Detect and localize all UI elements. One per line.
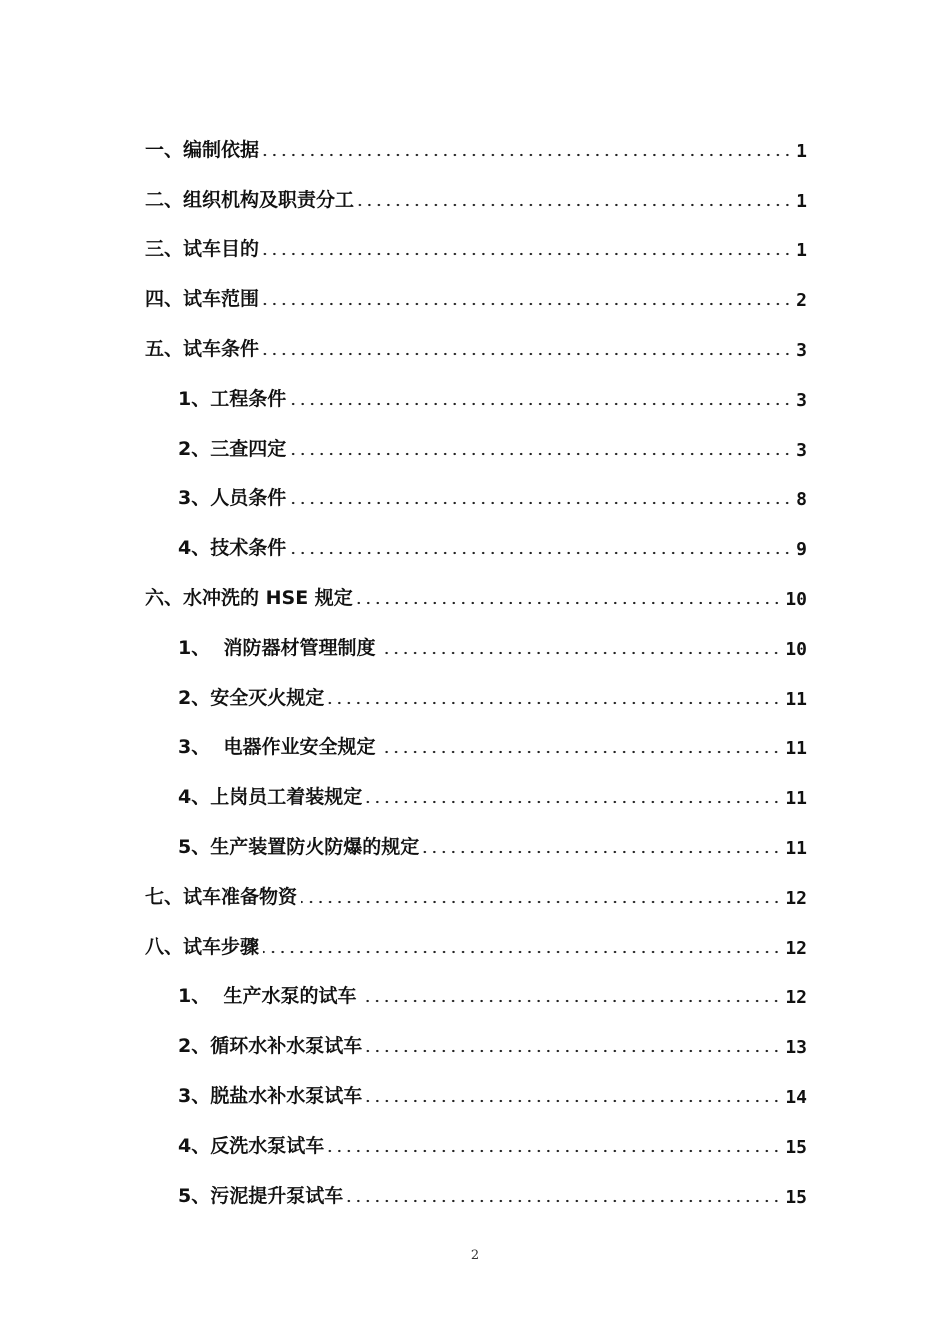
toc-dot-leader — [379, 651, 781, 655]
table-of-contents — [145, 116, 807, 1212]
toc-entry-page-number: 11 — [785, 738, 807, 760]
toc-entry-title: 六、水冲洗的 HSE 规定 — [145, 586, 353, 609]
toc-dot-leader — [263, 352, 792, 356]
toc-entry-page-number: 12 — [785, 937, 807, 959]
toc-entry[interactable] — [145, 365, 807, 415]
toc-dot-leader — [366, 1049, 781, 1053]
toc-entry-page-number: 12 — [785, 887, 807, 909]
toc-entry-title: 1、 消防器材管理制度 — [178, 636, 376, 659]
toc-dot-leader — [366, 800, 781, 804]
toc-dot-leader — [360, 999, 781, 1003]
toc-entry[interactable] — [145, 714, 807, 764]
toc-dot-leader — [290, 501, 792, 505]
toc-entry-page-number: 1 — [796, 140, 807, 162]
toc-entry-title: 3、脱盐水补水泵试车 — [178, 1084, 363, 1107]
toc-entry[interactable] — [145, 116, 807, 166]
toc-entry-title: 4、上岗员工着装规定 — [178, 786, 363, 809]
toc-entry[interactable] — [145, 863, 807, 913]
toc-entry-title: 五、试车条件 — [145, 337, 260, 360]
toc-entry-page-number: 1 — [796, 190, 807, 212]
toc-entry-page-number: 14 — [785, 1086, 807, 1108]
toc-entry[interactable] — [145, 664, 807, 714]
toc-entry-title: 七、试车准备物资 — [145, 885, 298, 908]
toc-entry[interactable] — [145, 913, 807, 963]
toc-entry[interactable] — [145, 166, 807, 216]
toc-entry-title: 3、 电器作业安全规定 — [178, 736, 376, 759]
toc-dot-leader — [290, 452, 792, 456]
toc-dot-leader — [290, 402, 792, 406]
toc-entry-page-number: 3 — [796, 389, 807, 411]
toc-dot-leader — [263, 153, 792, 157]
toc-entry-title: 八、试车步骤 — [145, 935, 260, 958]
toc-entry[interactable] — [145, 1112, 807, 1162]
toc-entry-page-number: 1 — [796, 240, 807, 262]
toc-entry-page-number: 2 — [796, 290, 807, 312]
toc-entry[interactable] — [145, 813, 807, 863]
toc-dot-leader — [423, 850, 781, 854]
toc-dot-leader — [263, 252, 792, 256]
toc-entry[interactable] — [145, 614, 807, 664]
toc-entry[interactable] — [145, 514, 807, 564]
toc-entry-title: 1、 生产水泵的试车 — [178, 985, 357, 1008]
toc-entry-title: 一、编制依据 — [145, 138, 260, 161]
toc-entry[interactable] — [145, 1062, 807, 1112]
toc-entry-title: 4、反洗水泵试车 — [178, 1134, 325, 1157]
toc-entry-title: 2、循环水补水泵试车 — [178, 1035, 363, 1058]
toc-entry[interactable] — [145, 963, 807, 1013]
toc-dot-leader — [379, 750, 781, 754]
toc-entry[interactable] — [145, 315, 807, 365]
toc-entry-title: 5、生产装置防火防爆的规定 — [178, 835, 420, 858]
toc-entry-page-number: 10 — [785, 588, 807, 610]
toc-entry-title: 二、组织机构及职责分工 — [145, 188, 355, 211]
toc-entry[interactable] — [145, 415, 807, 465]
toc-entry[interactable] — [145, 265, 807, 315]
toc-dot-leader — [357, 601, 782, 605]
toc-entry[interactable] — [145, 216, 807, 266]
toc-dot-leader — [301, 900, 781, 904]
toc-entry-page-number: 11 — [785, 837, 807, 859]
toc-entry-page-number: 11 — [785, 688, 807, 710]
toc-entry-page-number: 10 — [785, 638, 807, 660]
toc-dot-leader — [366, 1099, 781, 1103]
toc-entry-title: 三、试车目的 — [145, 238, 260, 261]
toc-dot-leader — [358, 203, 792, 207]
toc-entry-page-number: 12 — [785, 987, 807, 1009]
toc-entry[interactable] — [145, 1012, 807, 1062]
toc-dot-leader — [290, 551, 792, 555]
toc-entry-page-number: 3 — [796, 339, 807, 361]
toc-entry[interactable] — [145, 564, 807, 614]
toc-entry-title: 3、人员条件 — [178, 487, 287, 510]
toc-entry[interactable] — [145, 763, 807, 813]
toc-entry-title: 2、安全灭火规定 — [178, 686, 325, 709]
toc-dot-leader — [328, 701, 781, 705]
toc-entry[interactable] — [145, 1162, 807, 1212]
toc-dot-leader — [263, 950, 781, 954]
toc-dot-leader — [263, 302, 792, 306]
toc-entry-title: 5、污泥提升泵试车 — [178, 1184, 344, 1207]
toc-dot-leader — [347, 1199, 781, 1203]
toc-entry-page-number: 3 — [796, 439, 807, 461]
toc-entry-page-number: 15 — [785, 1186, 807, 1208]
toc-dot-leader — [328, 1149, 781, 1153]
toc-entry-title: 1、工程条件 — [178, 387, 287, 410]
toc-entry-title: 4、技术条件 — [178, 537, 287, 560]
toc-entry-page-number: 9 — [796, 539, 807, 561]
page-number: 2 — [470, 1248, 480, 1263]
toc-entry-title: 2、三查四定 — [178, 437, 287, 460]
toc-entry-page-number: 13 — [785, 1037, 807, 1059]
toc-entry-title: 四、试车范围 — [145, 288, 260, 311]
toc-entry-page-number: 15 — [785, 1136, 807, 1158]
toc-entry-page-number: 8 — [796, 489, 807, 511]
toc-entry[interactable] — [145, 465, 807, 515]
toc-entry-page-number: 11 — [785, 788, 807, 810]
